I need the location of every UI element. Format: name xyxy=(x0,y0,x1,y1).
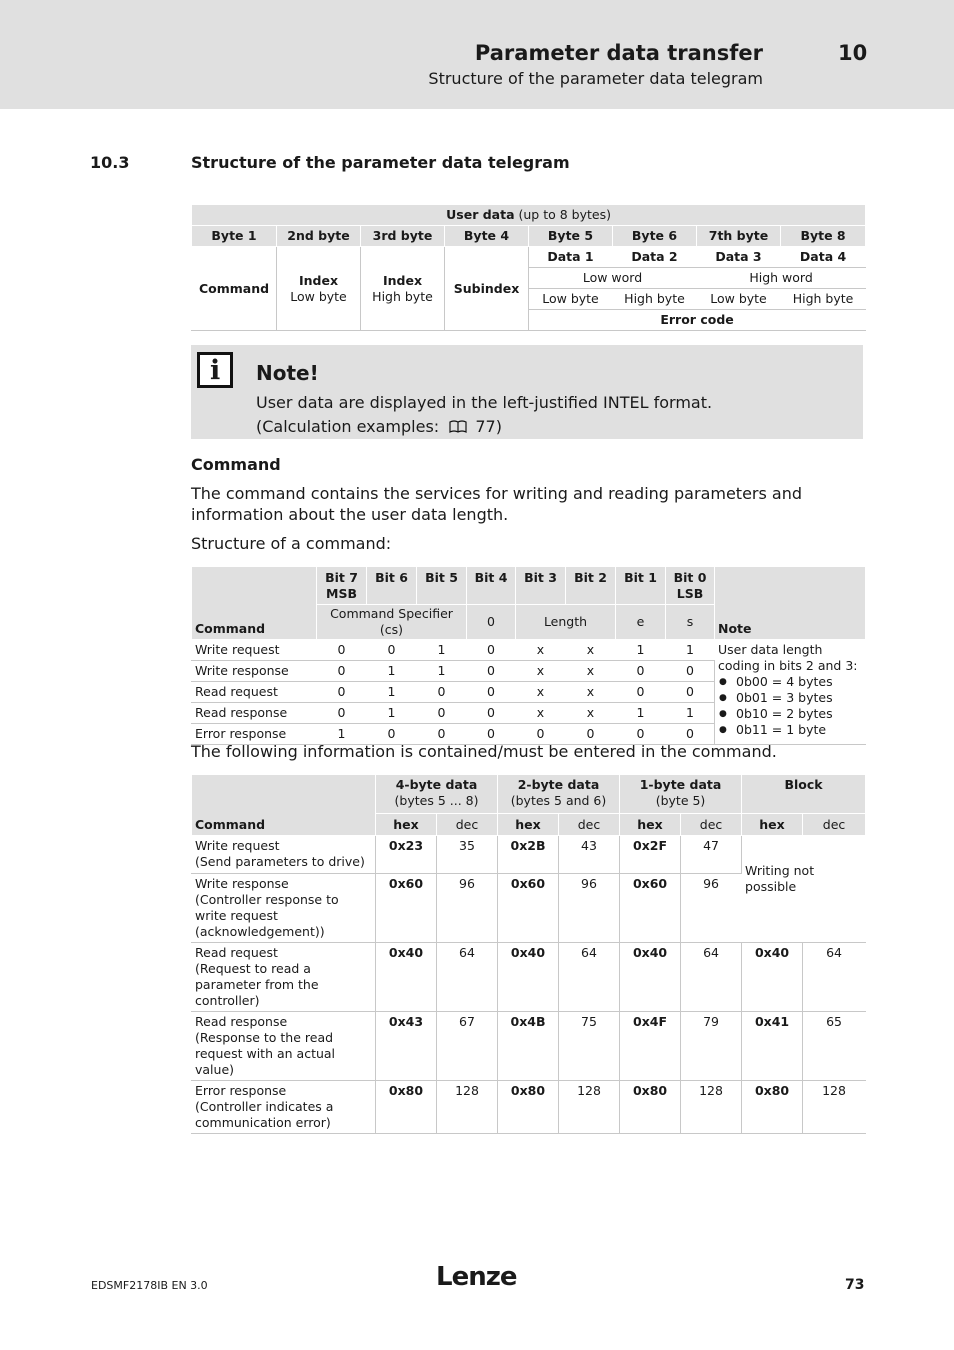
dec-value: 64 xyxy=(681,943,742,1012)
bit-header: Bit 0 LSB xyxy=(666,567,715,605)
group-header: Block xyxy=(742,775,866,814)
index-high-cell: Index High byte xyxy=(361,247,445,331)
note-text: User data are displayed in the left-justified INTEL format. (Calculation examples: 77) xyxy=(256,393,713,436)
hex-value: 0x40 xyxy=(498,943,559,1012)
bit-value: 1 xyxy=(616,703,666,724)
hex-value: 0x80 xyxy=(742,1081,803,1134)
info-icon: i xyxy=(197,352,233,388)
dec-value: 47 xyxy=(681,836,742,874)
document-id: EDSMF2178IB EN 3.0 xyxy=(91,1279,208,1292)
bit-value: 0 xyxy=(467,682,516,703)
hex-value: 0x43 xyxy=(376,1012,437,1081)
length-coding-note: User data length coding in bits 2 and 3: ● 0b00 = 4 bytes ● 0b01 = 3 bytes ● 0b10 = 2 bytes ● 0b11 = 1 byte xyxy=(715,640,866,745)
bit-value: 0 xyxy=(616,682,666,703)
dec-header: dec xyxy=(437,814,498,836)
group-header: 1-byte data (byte 5) xyxy=(620,775,742,814)
bit-value: 0 xyxy=(417,703,467,724)
list-item: ● 0b01 = 3 bytes xyxy=(718,690,862,706)
bit-value: 0 xyxy=(516,724,566,745)
bit-header: Bit 6 xyxy=(367,567,417,605)
bit-value: 0 xyxy=(467,724,516,745)
low-word-cell: Low word xyxy=(529,268,697,289)
bit-value: 0 xyxy=(317,682,367,703)
byte-header: Byte 8 xyxy=(781,226,866,247)
book-icon xyxy=(449,420,467,433)
bit-value: x xyxy=(516,661,566,682)
command-cell: Command xyxy=(192,247,277,331)
row-label: Write request (Send parameters to drive) xyxy=(192,836,376,874)
length-field: Length xyxy=(516,605,616,640)
bit-value: 1 xyxy=(317,724,367,745)
section-title: Structure of the parameter data telegram xyxy=(191,153,570,172)
index-low-cell: Index Low byte xyxy=(277,247,361,331)
bit-value: x xyxy=(566,703,616,724)
dec-header: dec xyxy=(681,814,742,836)
command-values-table xyxy=(191,774,866,1134)
note-title: Note! xyxy=(256,361,319,385)
bit-value: x xyxy=(516,640,566,661)
bit-value: 0 xyxy=(317,661,367,682)
chapter-number: 10 xyxy=(838,41,868,65)
row-label: Write response (Controller response to write request (acknowledgement)) xyxy=(192,874,376,943)
dec-header: dec xyxy=(803,814,866,836)
byte-header: Byte 4 xyxy=(445,226,529,247)
bit-value: 0 xyxy=(317,640,367,661)
hex-value: 0x80 xyxy=(620,1081,681,1134)
dec-header: dec xyxy=(559,814,620,836)
hex-header: hex xyxy=(498,814,559,836)
subindex-cell: Subindex xyxy=(445,247,529,331)
list-item: ● 0b00 = 4 bytes xyxy=(718,674,862,690)
command-heading: Command xyxy=(191,455,281,474)
hex-header: hex xyxy=(376,814,437,836)
byte-header: Byte 6 xyxy=(613,226,697,247)
dec-value: 128 xyxy=(559,1081,620,1134)
bit-value: x xyxy=(516,703,566,724)
table-row xyxy=(192,836,866,874)
hex-value: 0x2B xyxy=(498,836,559,874)
data-cell: Data 4 xyxy=(781,247,866,268)
bit-value: 0 xyxy=(666,724,715,745)
command-col-header: Command xyxy=(192,567,317,640)
data-cell: Data 1 xyxy=(529,247,613,268)
bit-value: 0 xyxy=(367,724,417,745)
row-label: Read request xyxy=(192,682,317,703)
hex-value: 0x41 xyxy=(742,1012,803,1081)
row-label: Error response xyxy=(192,724,317,745)
command-info-caption: The following information is contained/must be entered in the command. xyxy=(191,742,777,761)
bit-value: 1 xyxy=(666,703,715,724)
dec-value: 128 xyxy=(803,1081,866,1134)
bit-value: 1 xyxy=(417,640,467,661)
bit-value: 1 xyxy=(666,640,715,661)
hex-value: 0x60 xyxy=(376,874,437,943)
bit-value: 0 xyxy=(417,682,467,703)
bit-value: 0 xyxy=(566,724,616,745)
hex-header: hex xyxy=(620,814,681,836)
low-byte-cell: Low byte xyxy=(529,289,613,310)
table-row xyxy=(192,943,866,1012)
row-label: Error response (Controller indicates a communication error) xyxy=(192,1081,376,1134)
bit-value: 0 xyxy=(616,724,666,745)
s-field: s xyxy=(666,605,715,640)
hex-value: 0x2F xyxy=(620,836,681,874)
byte-header: 3rd byte xyxy=(361,226,445,247)
user-data-header: User data (up to 8 bytes) xyxy=(192,205,866,226)
page-header xyxy=(0,0,954,109)
hex-value: 0x80 xyxy=(376,1081,437,1134)
bit-value: 0 xyxy=(666,661,715,682)
high-byte-cell: High byte xyxy=(613,289,697,310)
dec-value: 64 xyxy=(559,943,620,1012)
bit-value: 0 xyxy=(417,724,467,745)
table-row xyxy=(192,1012,866,1081)
bit-value: 0 xyxy=(467,640,516,661)
note-col-header: Note xyxy=(715,567,866,640)
hex-value: 0x23 xyxy=(376,836,437,874)
high-word-cell: High word xyxy=(697,268,866,289)
bit-value: 0 xyxy=(616,661,666,682)
e-field: e xyxy=(616,605,666,640)
error-code-cell: Error code xyxy=(529,310,866,331)
bit-value: 0 xyxy=(367,640,417,661)
bit-value: 0 xyxy=(467,703,516,724)
dec-value: 43 xyxy=(559,836,620,874)
bit-value: 1 xyxy=(367,661,417,682)
dec-value: 75 xyxy=(559,1012,620,1081)
dec-value: 65 xyxy=(803,1012,866,1081)
bit-value: 1 xyxy=(367,682,417,703)
dec-value: 79 xyxy=(681,1012,742,1081)
bit-value: 0 xyxy=(317,703,367,724)
dec-value: 64 xyxy=(803,943,866,1012)
telegram-structure-table xyxy=(191,204,866,331)
hex-value: 0x40 xyxy=(742,943,803,1012)
byte-header: 2nd byte xyxy=(277,226,361,247)
header-subtitle: Structure of the parameter data telegram xyxy=(428,69,763,88)
row-label: Write request xyxy=(192,640,317,661)
lenze-logo: Lenze xyxy=(436,1262,517,1292)
hex-header: hex xyxy=(742,814,803,836)
command-bits-table xyxy=(191,566,866,745)
bit-header: Bit 3 xyxy=(516,567,566,605)
data-cell: Data 2 xyxy=(613,247,697,268)
hex-value: 0x80 xyxy=(498,1081,559,1134)
row-label: Read response (Response to the read request with an actual value) xyxy=(192,1012,376,1081)
bit-header: Bit 2 xyxy=(566,567,616,605)
bit-value: x xyxy=(516,682,566,703)
cs-field: Command Specifier (cs) xyxy=(317,605,467,640)
dec-value: 96 xyxy=(559,874,620,943)
byte-header: Byte 5 xyxy=(529,226,613,247)
row-label: Read response xyxy=(192,703,317,724)
hex-value: 0x60 xyxy=(498,874,559,943)
hex-value: 0x40 xyxy=(620,943,681,1012)
byte-header: 7th byte xyxy=(697,226,781,247)
dec-value: 96 xyxy=(437,874,498,943)
writing-not-possible: Writing not possible xyxy=(742,836,866,943)
bit-value: x xyxy=(566,682,616,703)
bit-header: Bit 7 MSB xyxy=(317,567,367,605)
dec-value: 96 xyxy=(681,874,742,943)
hex-value: 0x60 xyxy=(620,874,681,943)
page-number: 73 xyxy=(845,1277,865,1293)
dec-value: 128 xyxy=(681,1081,742,1134)
note-box xyxy=(191,345,863,439)
bit-header: Bit 5 xyxy=(417,567,467,605)
list-item: ● 0b11 = 1 byte xyxy=(718,722,862,738)
structure-caption: Structure of a command: xyxy=(191,534,392,553)
low-byte-cell: Low byte xyxy=(697,289,781,310)
bit-value: x xyxy=(566,640,616,661)
command-description: The command contains the services for writing and reading parameters and information about the user data length. xyxy=(191,484,803,524)
byte-header: Byte 1 xyxy=(192,226,277,247)
zero-field: 0 xyxy=(467,605,516,640)
dec-value: 67 xyxy=(437,1012,498,1081)
hex-value: 0x4B xyxy=(498,1012,559,1081)
high-byte-cell: High byte xyxy=(781,289,866,310)
bit-value: 0 xyxy=(467,661,516,682)
dec-value: 64 xyxy=(437,943,498,1012)
hex-value: 0x40 xyxy=(376,943,437,1012)
table-row xyxy=(192,1081,866,1134)
hex-value: 0x4F xyxy=(620,1012,681,1081)
bit-header: Bit 4 xyxy=(467,567,516,605)
group-header: 4-byte data (bytes 5 ... 8) xyxy=(376,775,498,814)
bit-value: 1 xyxy=(367,703,417,724)
dec-value: 128 xyxy=(437,1081,498,1134)
row-label: Read request (Request to read a parameter from the controller) xyxy=(192,943,376,1012)
bit-value: x xyxy=(566,661,616,682)
bit-header: Bit 1 xyxy=(616,567,666,605)
group-header: 2-byte data (bytes 5 and 6) xyxy=(498,775,620,814)
command-col-header: Command xyxy=(192,775,376,836)
dec-value: 35 xyxy=(437,836,498,874)
list-item: ● 0b10 = 2 bytes xyxy=(718,706,862,722)
table-row xyxy=(192,640,866,661)
section-number: 10.3 xyxy=(90,153,130,172)
bit-value: 1 xyxy=(616,640,666,661)
data-cell: Data 3 xyxy=(697,247,781,268)
bit-value: 0 xyxy=(666,682,715,703)
row-label: Write response xyxy=(192,661,317,682)
header-title: Parameter data transfer xyxy=(474,41,763,65)
bit-value: 1 xyxy=(417,661,467,682)
